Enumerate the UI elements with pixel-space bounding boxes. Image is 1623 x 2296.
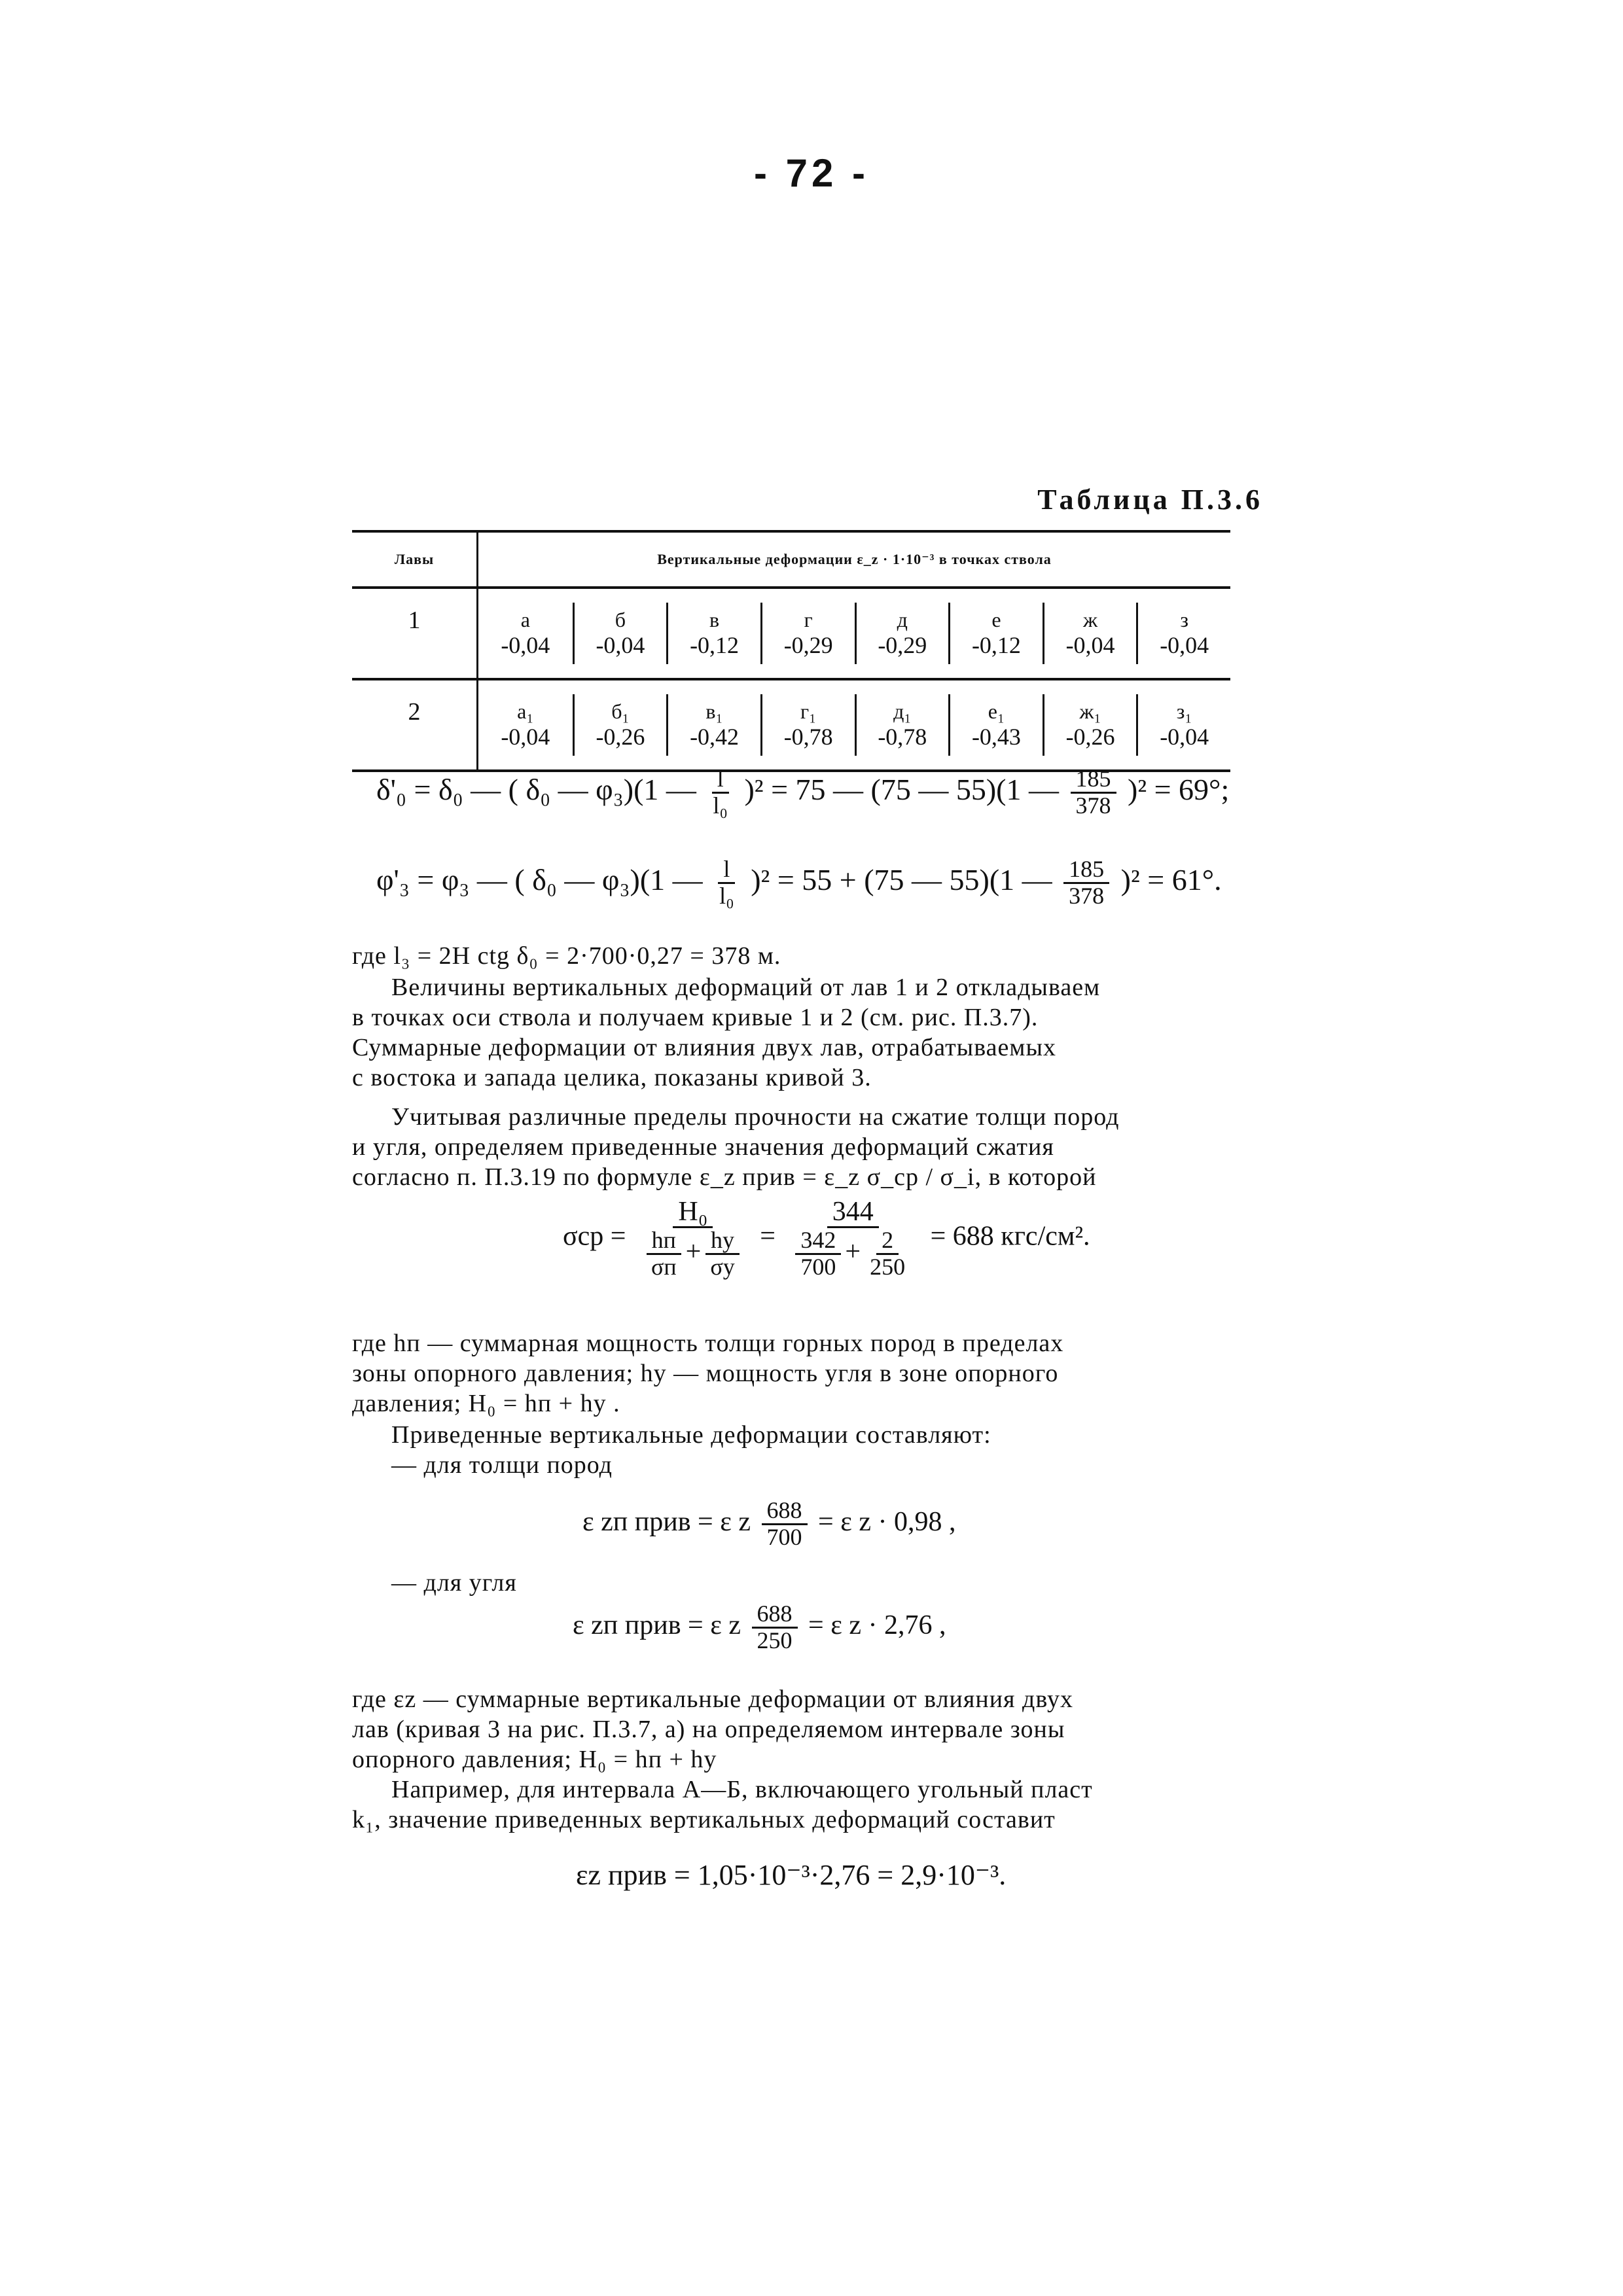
text-line: Учитывая различные пределы прочности на сжатие толщи пород — [391, 1103, 1120, 1131]
text-line: согласно п. П.3.19 по формуле ε_z прив = ε_z σ_ср / σ_i, в которой — [352, 1163, 1097, 1191]
fraction: H₀ $\frac{hп}{\sigma п}$ + $\frac{hу}{\sigma у}$ — [637, 1197, 749, 1280]
header-lava: Лавы — [352, 531, 478, 588]
table-cell — [855, 603, 949, 664]
text-line: Величины вертикальных деформаций от лав 1 и 2 откладываем — [391, 974, 1101, 1001]
point-label: а — [520, 608, 530, 631]
point-value: -0,04 — [596, 632, 645, 658]
table-caption: Таблица П.3.6 — [1037, 484, 1263, 516]
point-label: а₁ — [517, 699, 534, 723]
text-line: опорного давления; H₀ = hп + hу — [352, 1746, 717, 1773]
table-row — [352, 588, 1230, 679]
table-cell — [478, 603, 573, 664]
table-header-row — [352, 531, 1230, 588]
text-line: где εz — суммарные вертикальные деформации от влияния двух — [352, 1686, 1073, 1713]
formula-delta-lhs: δ'₀ = δ₀ — ( δ₀ — φ₃)(1 — — [376, 772, 696, 806]
table-row — [352, 679, 1230, 771]
fraction: $\frac{l}{\text{l₀}}$ — [719, 856, 734, 909]
point-label: г — [804, 608, 813, 631]
formula-delta — [376, 767, 1229, 819]
point-value: -0,29 — [878, 632, 927, 658]
fraction: $\frac{185}{378}$ — [1063, 857, 1109, 909]
formula-delta-result: )² = 69°; — [1128, 772, 1230, 806]
point-label: ж — [1083, 608, 1098, 631]
point-label: в — [709, 608, 720, 631]
table-cell — [760, 603, 855, 664]
point-value: -0,04 — [501, 724, 550, 750]
table-cell — [666, 603, 760, 664]
text-line: где hп — суммарная мощность толщи горных пород в пределах — [352, 1330, 1064, 1357]
formula-eps-rock: ε zп прив = ε z $\frac{688}{700}$ = ε z · 0,98 , — [582, 1497, 956, 1550]
formula-phi-rhs: )² = 55 + (75 — 55)(1 — — [751, 862, 1052, 896]
point-value: -0,04 — [501, 632, 550, 658]
fraction: 344 $\frac{342}{700}$ + $\frac{2}{250}$ — [786, 1197, 919, 1280]
fraction: $\frac{688}{250}$ — [752, 1602, 798, 1653]
text-line: Например, для интервала А—Б, включающего угольный пласт — [391, 1776, 1093, 1803]
text-line: — для угля — [391, 1569, 517, 1597]
text-line: в точках оси ствола и получаем кривые 1 и 2 (см. рис. П.3.7). — [352, 1004, 1039, 1031]
point-value: -0,78 — [783, 724, 833, 750]
point-value: -0,12 — [971, 632, 1021, 658]
formula-sigma-result: = 688 кгс/см². — [930, 1221, 1090, 1252]
table-cell — [855, 694, 949, 756]
formula-eps-coal: ε zп прив = ε z $\frac{688}{250}$ = ε z · 2,76 , — [573, 1600, 946, 1653]
point-label: е — [991, 608, 1001, 631]
formula-final: εz прив = 1,05·10⁻³·2,76 = 2,9·10⁻³. — [576, 1859, 1007, 1891]
table-cell — [1043, 603, 1137, 664]
text-line: Суммарные деформации от влияния двух лав, отрабатываемых — [352, 1034, 1056, 1061]
point-label: д — [897, 608, 908, 631]
point-label: ж₁ — [1079, 699, 1101, 723]
text-line: k₁, значение приведенных вертикальных деформаций составит — [352, 1806, 1056, 1833]
point-value: -0,29 — [783, 632, 833, 658]
formula-phi-lhs: φ'₃ = φ₃ — ( δ₀ — φ₃)(1 — — [376, 862, 703, 896]
point-label: д₁ — [893, 699, 912, 723]
formula-phi — [376, 857, 1222, 909]
table-cell — [948, 694, 1043, 756]
point-label: б — [615, 608, 626, 631]
text-line: лав (кривая 3 на рис. П.3.7, а) на определяемом интервале зоны — [352, 1716, 1065, 1743]
point-value: -0,26 — [596, 724, 645, 750]
table-cell — [1043, 694, 1137, 756]
point-label: з₁ — [1176, 699, 1192, 723]
point-label: б₁ — [611, 699, 630, 723]
point-label: в₁ — [705, 699, 723, 723]
point-value: -0,04 — [1065, 632, 1115, 658]
text-line: зоны опорного давления; hу — мощность угля в зоне опорного — [352, 1360, 1059, 1387]
table-cell — [948, 603, 1043, 664]
page-number: - 72 - — [753, 151, 870, 195]
point-value: -0,42 — [690, 724, 740, 750]
deformation-table — [352, 530, 1230, 772]
text-line: Приведенные вертикальные деформации составляют: — [391, 1421, 991, 1449]
text-line: с востока и запада целика, показаны кривой 3. — [352, 1064, 872, 1091]
lava-number: 1 — [352, 588, 478, 679]
point-value: -0,12 — [690, 632, 740, 658]
text-line: где l₃ = 2H ctg δ₀ = 2·700·0,27 = 378 м. — [352, 942, 781, 970]
table-cell — [573, 694, 667, 756]
formula-delta-rhs: )² = 75 — (75 — 55)(1 — — [744, 772, 1059, 806]
formula-phi-result: )² = 61°. — [1120, 862, 1222, 896]
table-cell — [573, 603, 667, 664]
formula-sigma: σср = H₀ $\frac{hп}{\sigma п}$ + $\frac{hу}{\sigma у}$ = 344 $\frac{342}{700}$ + $\frac{2}{250}$ = 688 кгс/см². — [563, 1197, 1090, 1280]
table-cell — [478, 694, 573, 756]
text-line: и угля, определяем приведенные значения деформаций сжатия — [352, 1133, 1054, 1161]
fraction: $\frac{185}{378}$ — [1071, 767, 1116, 819]
lava-number: 2 — [352, 679, 478, 771]
fraction: $\frac{688}{700}$ — [762, 1498, 808, 1550]
fraction: $\frac{l}{\text{l₀}}$ — [713, 766, 728, 819]
table-cell — [1136, 603, 1230, 664]
point-value: -0,04 — [1160, 724, 1209, 750]
header-deformations: Вертикальные деформации ε_z · 1·10⁻³ в точках ствола — [478, 531, 1231, 588]
table-cell — [1136, 694, 1230, 756]
point-value: -0,04 — [1160, 632, 1209, 658]
point-label: е₁ — [988, 699, 1005, 723]
text-line: давления; H₀ = hп + hу . — [352, 1390, 620, 1417]
point-label: з — [1180, 608, 1188, 631]
text-line: — для толщи пород — [391, 1451, 613, 1479]
point-label: г₁ — [800, 699, 817, 723]
table-cell — [760, 694, 855, 756]
point-value: -0,43 — [971, 724, 1021, 750]
point-value: -0,26 — [1065, 724, 1115, 750]
table-cell — [666, 694, 760, 756]
point-value: -0,78 — [878, 724, 927, 750]
formula-sigma-lhs: σср = — [563, 1221, 626, 1252]
